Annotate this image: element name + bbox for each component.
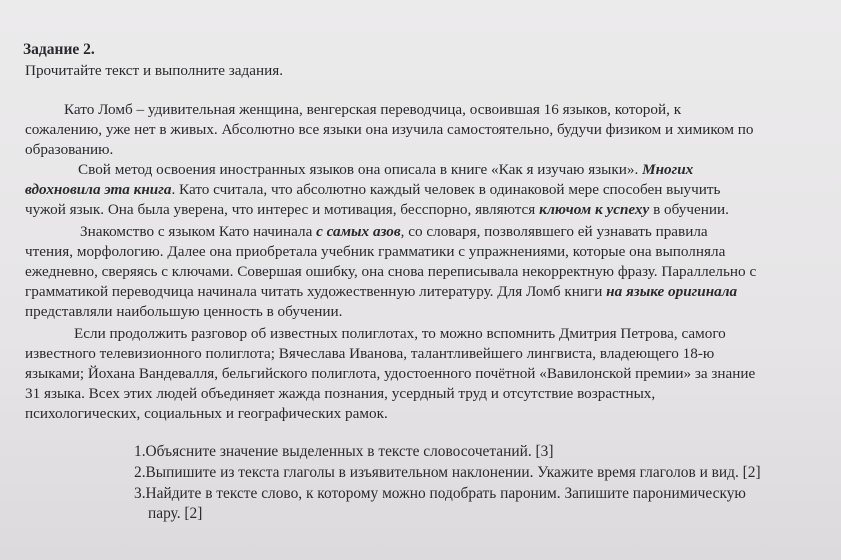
paragraph-2-text: Свой метод освоения иностранных языков она описала в книге «Как я изучаю языки». [78,161,639,178]
task-item-3-continued: пару. [2] [148,505,203,522]
task-item-2: 2.Выпишите из текста глаголы в изъявительном наклонении. Укажите время глаголов и вид. [2] [134,464,761,481]
task-heading: Задание 2. [23,41,95,58]
paragraph-2-line-3 [25,201,729,219]
paragraph-2-line-1 [78,161,693,179]
paragraph-4-line-1: Если продолжить разговор об известных полиглотах, то можно вспомнить Дмитрия Петрова, самого [74,325,726,342]
task-item-1: 1.Объясните значение выделенных в тексте словосочетаний. [3] [134,443,554,460]
paragraph-1-line-1: Като Ломб – удивительная женщина, венгерская переводчица, освоившая 16 языков, которой, к [64,101,682,118]
paragraph-3-line-5: представляли наибольшую ценность в обучении. [25,303,343,320]
paragraph-3-line-1 [80,223,708,241]
highlighted-phrase: на языке оригинала [606,283,738,300]
paragraph-3-line-3: ежедневно, сверяясь с ключами. Совершая ошибку, она снова переписывала некорректную фразу. Параллельно с [25,263,757,280]
highlighted-phrase: ключом к успеху [539,201,650,218]
paragraph-3-text: грамматикой переводчица начинала читать художественную литературу. Для Ломб книги [25,283,603,300]
paragraph-4-line-4: 31 языка. Всех этих людей объединяет жажда познания, усердный труд и отсутствие возрастных, [25,385,656,402]
highlighted-phrase: вдохновила эта книга [25,181,172,198]
paragraph-3-line-4 [25,283,737,301]
paragraph-3-text: , со словаря, позволявшего ей узнавать правила [400,223,708,240]
paragraph-3-text: Знакомство с языком Като начинала [80,223,313,240]
paragraph-2-text: в обучении. [653,201,729,218]
highlighted-phrase: с самых азов [316,223,401,240]
paragraph-1-line-2: сожалению, уже нет в живых. Абсолютно все языки она изучила самостоятельно, будучи физиком и химиком по [25,121,754,138]
paragraph-4-line-5: психологических, социальных и географических рамок. [25,405,388,422]
paragraph-4-line-2: известного телевизионного полиглота; Вячеслава Иванова, талантливейшего лингвиста, владеющего 18-ю [25,345,715,362]
task-item-3: 3.Найдите в тексте слово, к которому можно подобрать пароним. Запишите паронимическую [134,485,746,502]
paragraph-1-line-3: образованию. [25,141,114,158]
task-instruction: Прочитайте текст и выполните задания. [25,62,284,79]
highlighted-phrase: Многих [642,161,694,178]
paragraph-2-line-2 [25,181,721,199]
paragraph-3-line-2: чтения, морфологию. Далее она приобретала учебник грамматики с упражнениями, которые она выполняла [25,243,726,260]
paragraph-4-line-3: языками; Йохана Вандевалля, бельгийского полиглота, удостоенного почётной «Вавилонской премии» за знание [25,365,756,382]
paragraph-2-text: . Като считала, что абсолютно каждый человек в одинаковой мере способен выучить [171,181,721,198]
paragraph-2-text: чужой язык. Она была уверена, что интерес и мотивация, бесспорно, являются [25,201,536,218]
